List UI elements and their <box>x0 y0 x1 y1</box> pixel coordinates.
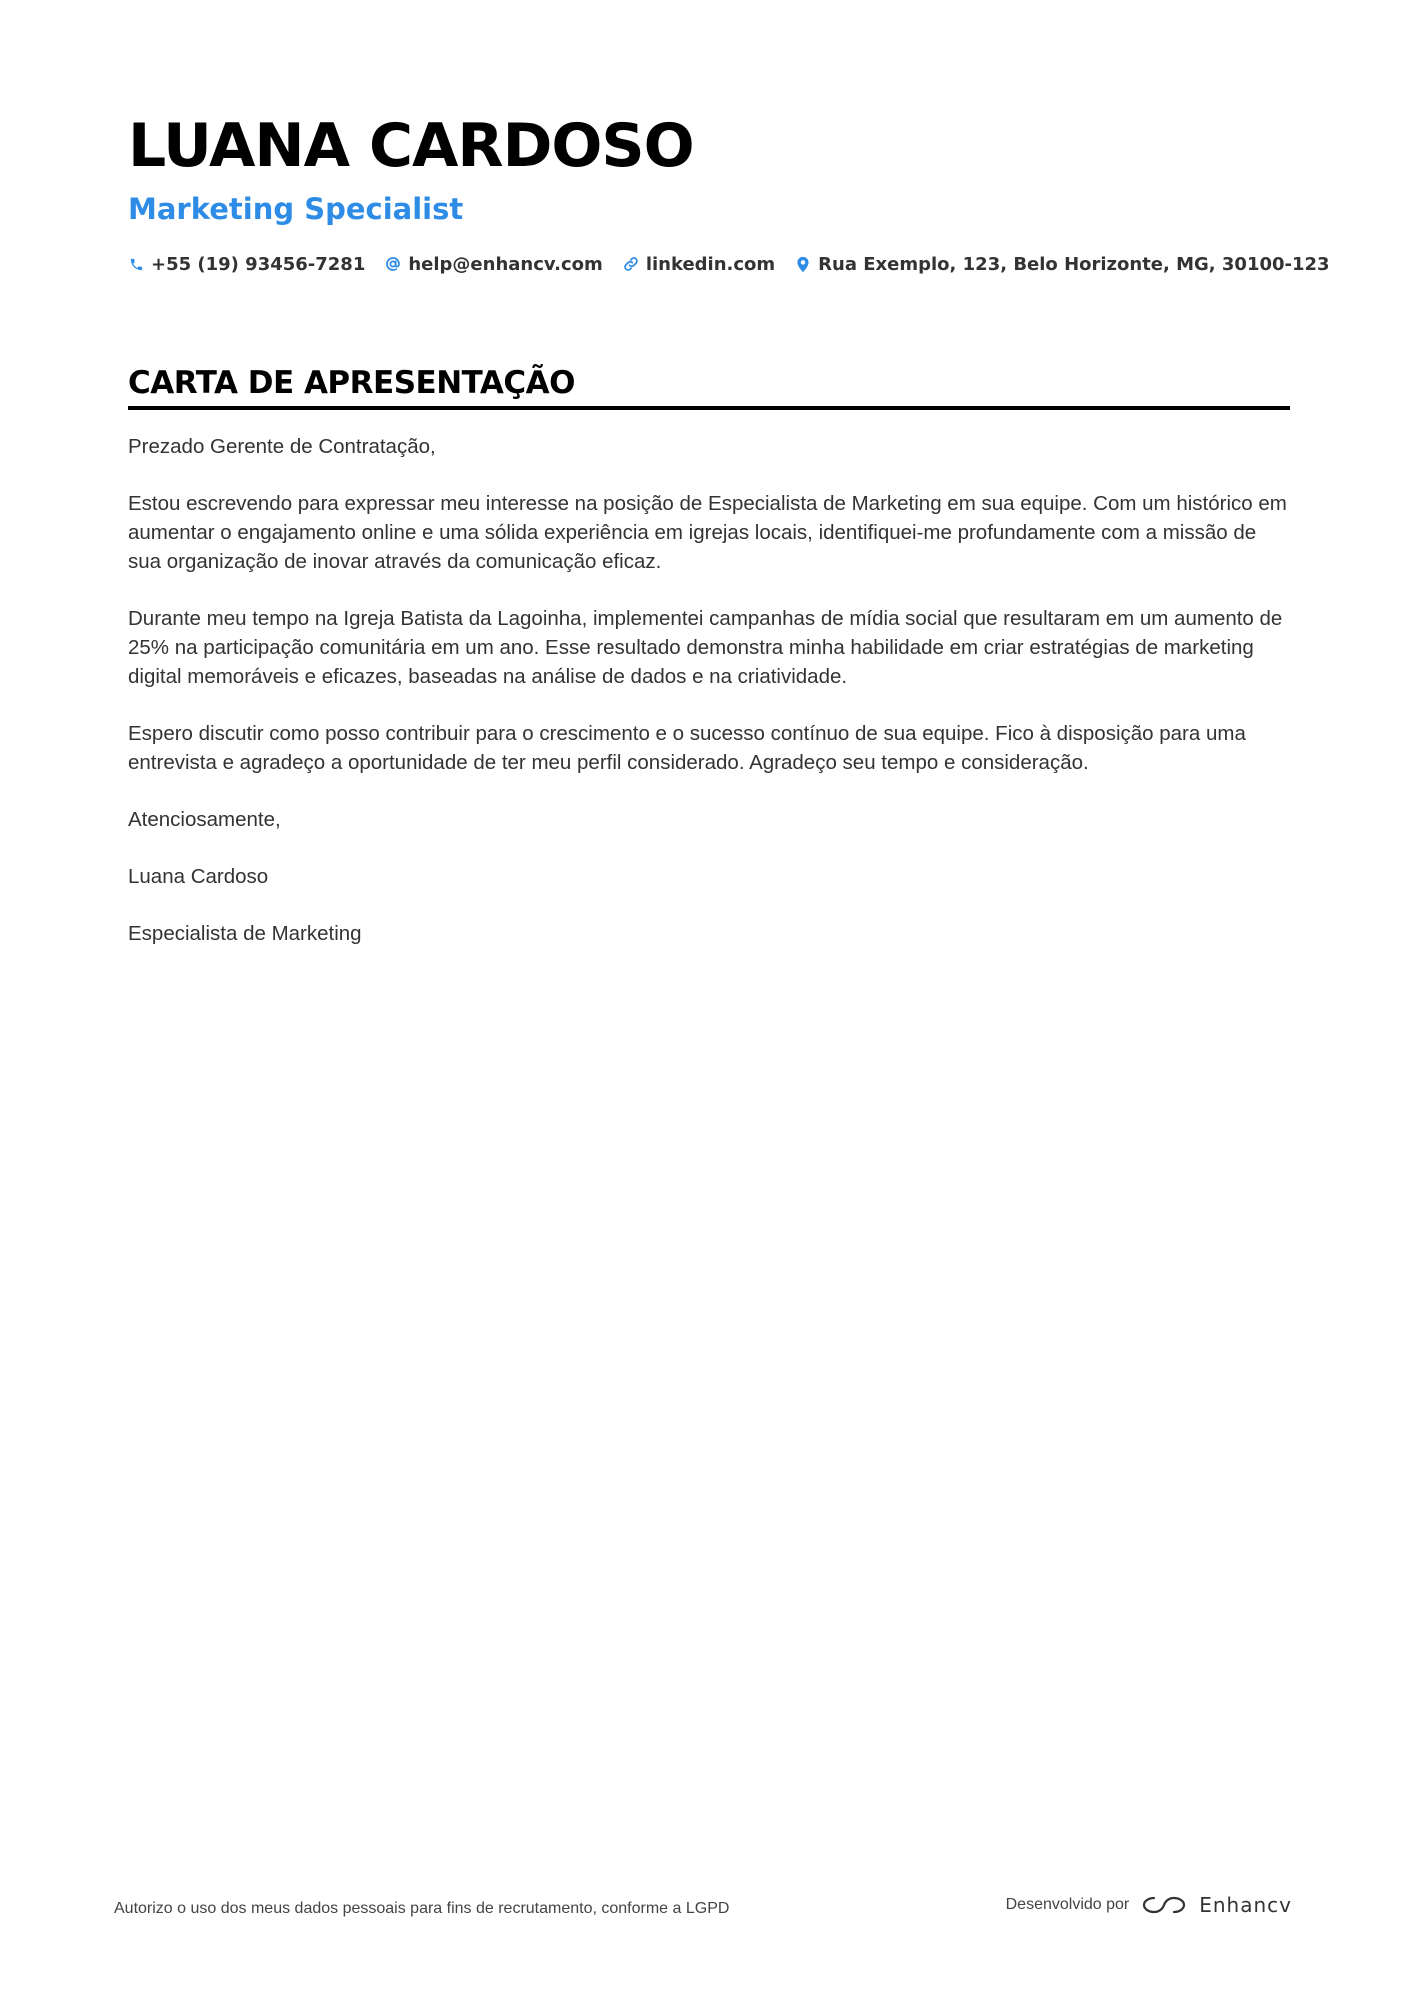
contact-email-text: help@enhancv.com <box>408 253 603 275</box>
candidate-name: LUANA CARDOSO <box>128 111 694 181</box>
contact-linkedin-text: linkedin.com <box>645 253 776 275</box>
candidate-role: Marketing Specialist <box>128 192 464 226</box>
lgpd-consent-text: Autorizo o uso dos meus dados pessoais para fins de recrutamento, conforme a LGPD <box>114 1900 730 1917</box>
letter-closing: Atenciosamente, <box>128 808 281 831</box>
contact-email[interactable] <box>385 254 602 275</box>
enhancv-logo-text: Enhancv <box>1199 1893 1292 1917</box>
cover-letter-page <box>128 108 1330 976</box>
enhancv-logo-icon <box>1141 1893 1187 1917</box>
letter-paragraph: Espero discutir como posso contribuir para o crescimento e o sucesso contínuo de sua equipe. Fico à disposição para uma entrevista e agradeço a oportunidade de ter meu perfil considerado. Agradeço seu tempo e consideração. <box>128 722 1246 774</box>
powered-by-label: Desenvolvido por <box>1005 1896 1130 1913</box>
phone-icon <box>128 255 144 273</box>
letter-paragraph: Estou escrevendo para expressar meu interesse na posição de Especialista de Marketing em sua equipe. Com um histórico em aumentar o engajamento online e uma sólida experiência em igrejas locais, identifiquei-me profundamente com a missão de sua organização de inovar através da comunicação eficaz. <box>128 492 1287 573</box>
contact-phone-text: +55 (19) 93456-7281 <box>151 253 366 275</box>
contact-address <box>795 254 1329 275</box>
page-footer <box>114 1890 1292 1920</box>
section-title: CARTA DE APRESENTAÇÃO <box>128 365 575 401</box>
contact-address-text: Rua Exemplo, 123, Belo Horizonte, MG, 30100-123 <box>818 253 1330 275</box>
powered-by[interactable] <box>1006 1893 1292 1917</box>
location-pin-icon <box>795 255 811 273</box>
contact-bar <box>128 250 1330 278</box>
signature-name: Luana Cardoso <box>128 865 269 888</box>
letter-paragraph: Durante meu tempo na Igreja Batista da Lagoinha, implementei campanhas de mídia social que resultaram em um aumento de 25% na participação comunitária em um ano. Esse resultado demonstra minha habilidade em criar estratégias de marketing digital memoráveis e eficazes, baseadas na análise de dados e na criatividade. <box>128 607 1283 688</box>
section-divider <box>128 406 1290 410</box>
link-icon <box>623 255 639 273</box>
at-sign-icon <box>385 255 401 273</box>
contact-phone <box>128 254 365 275</box>
letter-greeting: Prezado Gerente de Contratação, <box>128 435 436 458</box>
contact-linkedin[interactable] <box>623 254 775 275</box>
signature-title: Especialista de Marketing <box>128 922 362 945</box>
letter-body <box>128 432 1290 948</box>
